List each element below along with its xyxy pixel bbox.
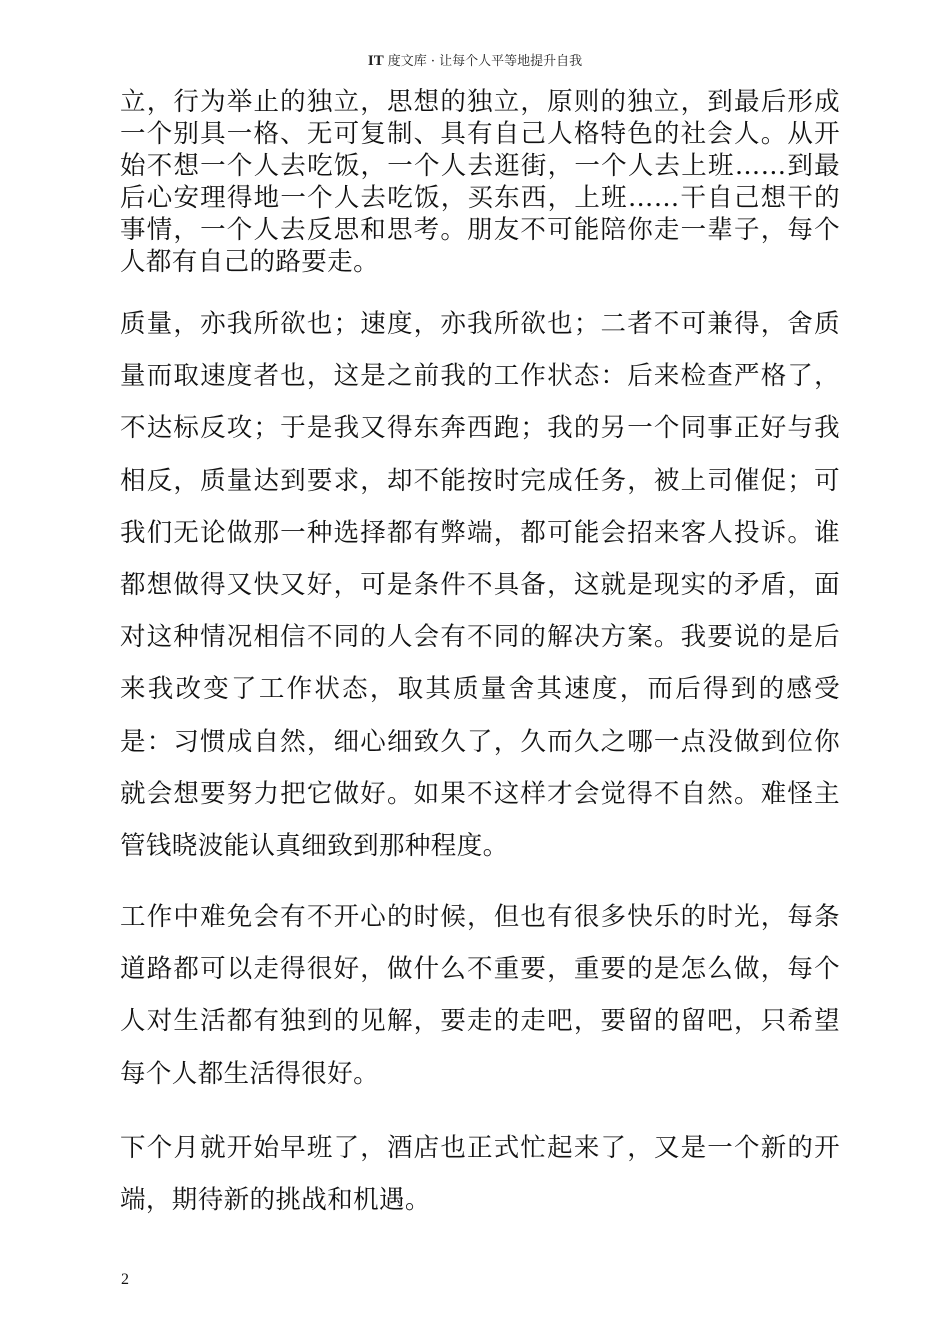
paragraph-2: 质量，亦我所欲也；速度，亦我所欲也；二者不可兼得，舍质量而取速度者也，这是之前我的工作状态：后来检查严格了，不达标反攻；于是我又得东奔西跑；我的另一个同事正好与我相反，质量达到要求，却不能按时完成任务，被上司催促；可我们无论做那一种选择都有弊端，都可能会招来客人投诉。谁都想做得又快又好，可是条件不具备，这就是现实的矛盾，面对这种情况相信不同的人会有不同的解决方案。我要说的是后来我改变了工作状态，取其质量舍其速度，而后得到的感受是：习惯成自然，细心细致久了，久而久之哪一点没做到位你就会想要努力把它做好。如果不这样才会觉得不自然。难怪主管钱晓波能认真细致到那种程度。 <box>120 309 840 862</box>
page-number: 2 <box>121 1271 129 1288</box>
paragraph-3: 工作中难免会有不开心的时候，但也有很多快乐的时光，每条道路都可以走得很好，做什么不重要，重要的是怎么做，每个人对生活都有独到的见解，要走的走吧，要留的留吧，只希望每个人都生活得很好。 <box>120 902 840 1089</box>
paragraph-4: 下个月就开始早班了，酒店也正式忙起来了，又是一个新的开端，期待新的挑战和机遇。 <box>120 1133 840 1216</box>
page-header <box>0 50 950 70</box>
header-logo: IT <box>367 53 384 69</box>
paragraph-1: 立，行为举止的独立，思想的独立，原则的独立，到最后形成一个别具一格、无可复制、具有自己人格特色的社会人。从开始不想一个人去吃饭，一个人去逛街，一个人去上班……到最后心安理得地一个人去吃饭，买东西，上班……干自己想干的事情，一个人去反思和思考。朋友不可能陪你走一辈子，每个人都有自己的路要走。 <box>120 87 840 277</box>
header-text: 度文库 · 让每个人平等地提升自我 <box>387 54 583 69</box>
